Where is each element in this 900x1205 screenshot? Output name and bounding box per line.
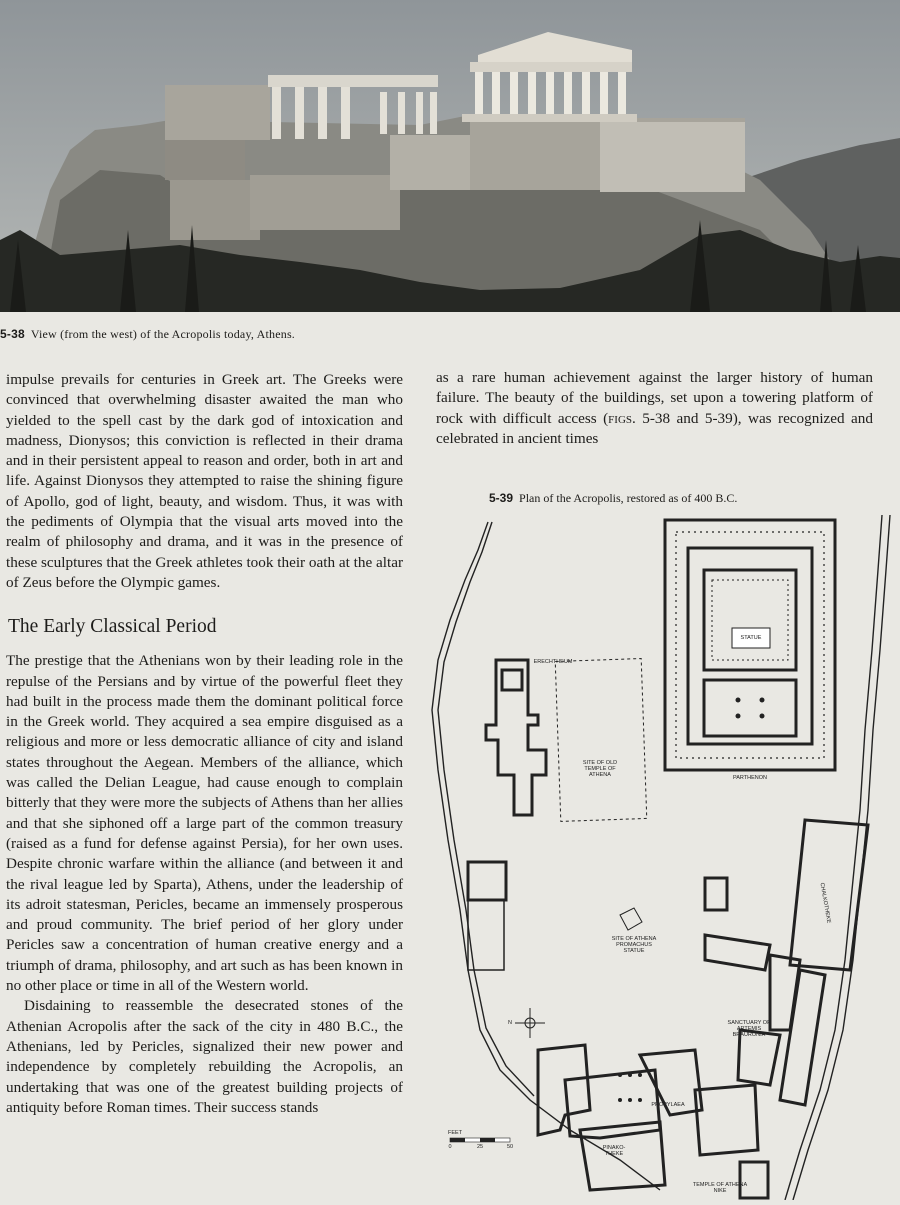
propylaea-plan	[538, 1045, 768, 1198]
figure-5-38-caption	[0, 327, 295, 342]
north-arrow-icon	[515, 1008, 545, 1038]
figure-5-39-caption	[489, 491, 737, 506]
label-promachus: SITE OF ATHENA PROMACHUS STATUE	[611, 936, 657, 954]
acropolis-photo	[0, 0, 900, 312]
paragraph-text-end: and 5-39), was recognized and celebrated in ancient times	[436, 409, 873, 447]
acropolis-photo-drawing	[0, 0, 900, 312]
body-paragraph	[436, 368, 873, 449]
label-scale-50: 50	[506, 1144, 514, 1150]
section-heading: The Early Classical Period	[8, 616, 217, 638]
acropolis-plan	[420, 510, 900, 1200]
plan-drawing	[420, 510, 900, 1200]
label-erechtheum: ERECHTHEUM	[533, 659, 573, 665]
label-chalkotheke: CHALKOTHEKE	[818, 882, 832, 924]
body-paragraph: impulse prevails for centuries in Greek art. The Greeks were convinced that overwhelming disaster awaited the man who yielded to the spell cast by the dark god of intoxication and madness, Dionysos; this conviction is reflected in their drama and in their persistent appeal to reason and order, both in art and life. Against Dionysos they attempted to raise the shining figure of Apollo, god of light, beauty, and wisdom. Thus, it was with the pediments of Olympia that the visual arts moved into the realm of philosophy and drama, and it was in the presence of these sculptures that the Greek athletes took their oath at the altar of Zeus before the Olympic games.	[6, 371, 403, 591]
label-old-temple: SITE OF OLD TEMPLE OF ATHENA	[582, 760, 618, 778]
body-paragraph: Disdaining to reassemble the desecrated stones of the Athenian Acropolis after the sack of the city in 480 B.C., the Athenians, led by Pericles, signalized their new power and independence by completely rebuilding the Acropolis, an undertaking that was one of the greatest building projects of antiquity before Roman times. Their success stands	[6, 997, 403, 1116]
right-column	[436, 368, 873, 449]
label-scale-25: 25	[476, 1144, 484, 1150]
label-parthenon: PARTHENON	[732, 775, 768, 781]
figure-caption-text: View (from the west) of the Acropolis today, Athens.	[30, 327, 296, 341]
label-north: N	[508, 1020, 512, 1026]
label-pinakotheke: PINAKO-THEKE	[602, 1145, 626, 1157]
paragraph-text-start: as a rare human achievement against the larger history of human failure. The beauty of the buildings, set upon a towering platform of rock with difficult access (	[436, 369, 873, 427]
figure-number: 5-39	[489, 491, 514, 505]
scale-bar	[450, 1138, 510, 1142]
label-nike: TEMPLE OF ATHENA NIKE	[692, 1182, 748, 1194]
chalkotheke-plan	[705, 820, 868, 1105]
erechtheum-plan	[486, 660, 546, 815]
label-brauronia: SANCTUARY OF ARTEMIS BRAURONIA	[727, 1020, 771, 1038]
figure-caption-text: Plan of the Acropolis, restored as of 400 B.C.	[519, 491, 738, 505]
figure-reference: figs. 5-38	[608, 409, 671, 427]
label-scale-unit: FEET	[448, 1130, 463, 1136]
label-propylaea: PROPYLAEA	[651, 1102, 685, 1108]
left-column	[6, 370, 403, 1118]
label-statue: STATUE	[740, 635, 762, 641]
parthenon-plan	[665, 520, 835, 770]
figure-number: 5-38	[0, 327, 25, 341]
label-scale-0: 0	[448, 1144, 452, 1150]
body-paragraph: The prestige that the Athenians won by their leading role in the repulse of the Persians and by virtue of the powerful fleet they had built in the process made them the dominant political force in the Greek world. They acquired a sea empire disguised as a religious and more or less democratic alliance of city and island states throughout the Aegean. Members of the alliance, which was called the Delian League, had cause enough to complain bitterly that they were more the subjects of Athens than her allies and that she siphoned off a large part of the common treasury (raised as a fund for defense against Persia), for her own uses. Despite chronic warfare within the alliance (and between it and the rival league led by Sparta), Athens, under the leadership of its adroit statesman, Pericles, became an immensely prosperous and proud community. The brief period of her glory under Pericles saw a concentration of human creative energy and a triumph of drama, philosophy, and art such as has been known in no other place or time in all of the Western world.	[6, 652, 403, 995]
